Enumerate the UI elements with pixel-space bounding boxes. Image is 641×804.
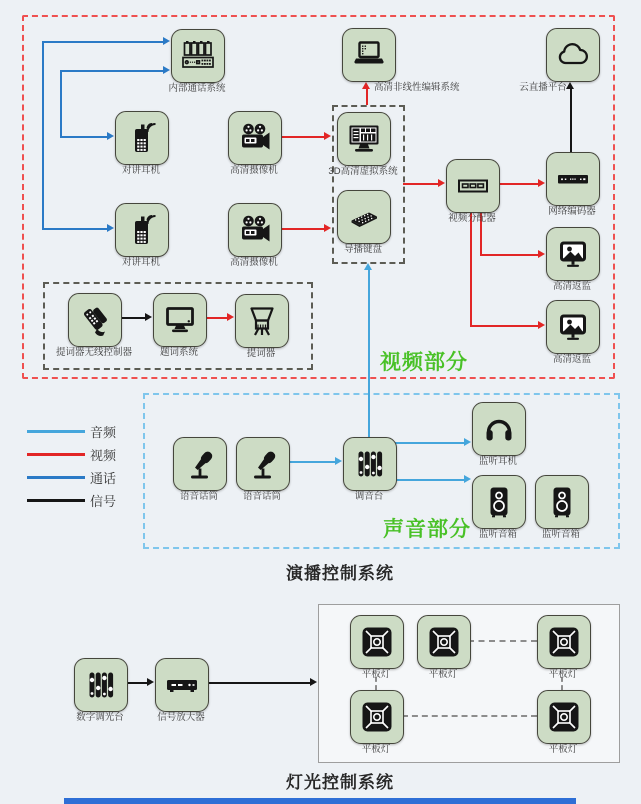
node-intercom-headset-2 <box>115 203 169 257</box>
node-label-voice-mic-2: 语音话筒 <box>242 491 281 502</box>
legend-line-swatch <box>27 430 85 433</box>
legend-line-swatch <box>27 476 85 479</box>
node-prompter-system <box>153 293 207 347</box>
edge-call-intercom-2 <box>60 70 163 72</box>
node-label-panel-light-4: 平板灯 <box>361 744 391 755</box>
node-teleprompter <box>235 294 289 348</box>
panel-light-icon <box>546 699 582 735</box>
node-label-signal-amplifier: 信号放大器 <box>157 712 205 723</box>
legend-label: 音频 <box>90 425 117 440</box>
node-label-virtual-3d-system: 3D高清虚拟系统 <box>328 166 398 177</box>
node-label-network-encoder: 网络编码器 <box>548 206 596 217</box>
edge-group-distributor <box>403 183 439 185</box>
node-label-voice-mic-1: 语音话筒 <box>179 491 218 502</box>
node-intercom-system <box>171 29 225 83</box>
walkie-icon <box>124 120 160 156</box>
node-panel-light-4 <box>350 690 404 744</box>
mic-icon <box>182 446 218 482</box>
node-label-panel-light-1: 平板灯 <box>361 669 391 680</box>
node-signal-amplifier <box>155 658 209 712</box>
teleprompter-icon <box>244 303 280 339</box>
node-monitor-speaker-2 <box>535 475 589 529</box>
node-label-hd-camera-2: 高清摄像机 <box>230 257 278 268</box>
edge-mixer-headphones <box>395 442 464 444</box>
node-label-director-keyboard: 导播键盘 <box>343 244 382 255</box>
image-monitor-icon <box>555 236 591 272</box>
node-hd-camera-1 <box>228 111 282 165</box>
edge-light4-light5 <box>402 715 537 717</box>
video-section-tag: 视频部分 <box>380 351 468 374</box>
legend-row-0 <box>27 420 116 443</box>
edge-mixer-speakers <box>395 479 464 481</box>
distributor-icon <box>455 168 491 204</box>
node-prompter-remote <box>68 293 122 347</box>
node-label-panel-light-2: 平板灯 <box>428 669 458 680</box>
legend-row-1 <box>27 443 116 466</box>
node-label-monitor-headphones: 监听耳机 <box>478 456 517 467</box>
legend-label: 视频 <box>90 448 117 463</box>
node-nle-system <box>342 28 396 82</box>
node-network-encoder <box>546 152 600 206</box>
edge-cam2-keyboard <box>280 228 325 230</box>
legend-row-2 <box>27 466 116 489</box>
node-monitor-speaker-1 <box>472 475 526 529</box>
node-virtual-3d-system <box>337 112 391 166</box>
film-camera-icon <box>237 120 273 156</box>
node-label-monitor-speaker-2: 监听音箱 <box>541 529 580 540</box>
node-voice-mic-1 <box>173 437 227 491</box>
laptop-icon <box>351 37 387 73</box>
node-label-intercom-headset-1: 对讲耳机 <box>121 165 160 176</box>
edge-distributor-drop-2 <box>470 209 472 327</box>
film-camera-icon <box>237 212 273 248</box>
node-label-panel-light-5: 平板灯 <box>548 744 578 755</box>
line-legend <box>27 420 116 512</box>
edge-light2-light3 <box>468 640 537 642</box>
walkie-icon <box>124 212 160 248</box>
edge-promptsys-prompter <box>205 317 227 319</box>
edge-vsys-nle <box>366 89 368 105</box>
node-label-hd-return-monitor-2: 高清返监 <box>552 354 591 365</box>
node-panel-light-3 <box>537 615 591 669</box>
edge-call-trunk-a <box>42 42 44 230</box>
node-label-hd-return-monitor-1: 高清返监 <box>552 281 591 292</box>
amplifier-icon <box>164 667 200 703</box>
node-intercom-headset-1 <box>115 111 169 165</box>
node-label-video-distributor: 视频分配器 <box>448 213 496 224</box>
edge-distributor-monitor-1 <box>480 254 538 256</box>
edge-encoder-cloud <box>570 89 572 152</box>
node-panel-light-2 <box>417 615 471 669</box>
edge-call-intercom-1 <box>42 41 163 43</box>
node-label-hd-camera-1: 高清摄像机 <box>230 165 278 176</box>
charger-icon <box>180 38 216 74</box>
node-monitor-headphones <box>472 402 526 456</box>
node-audio-mixer <box>343 437 397 491</box>
legend-label: 通话 <box>90 471 117 486</box>
studio-control-title: 演播控制系统 <box>286 564 394 583</box>
cloud-icon <box>555 37 591 73</box>
node-label-audio-mixer: 调音台 <box>354 491 384 502</box>
legend-row-3 <box>27 489 116 512</box>
encoder-icon <box>555 161 591 197</box>
bottom-blue-bar <box>64 798 576 804</box>
node-hd-camera-2 <box>228 203 282 257</box>
node-hd-return-monitor-2 <box>546 300 600 354</box>
lighting-control-title: 灯光控制系统 <box>286 773 394 792</box>
node-label-prompter-system: 题词系统 <box>159 347 198 358</box>
node-label-monitor-speaker-1: 监听音箱 <box>478 529 517 540</box>
fader-icon <box>83 667 119 703</box>
node-label-intercom-headset-2: 对讲耳机 <box>121 257 160 268</box>
fader-icon <box>352 446 388 482</box>
speaker-icon <box>544 484 580 520</box>
node-label-digital-dimmer: 数字调光台 <box>76 712 124 723</box>
panel-light-icon <box>426 624 462 660</box>
edge-mic-mixer <box>288 461 335 463</box>
headphones-icon <box>481 411 517 447</box>
node-label-prompter-remote: 提词器无线控制器 <box>55 347 132 358</box>
node-panel-light-1 <box>350 615 404 669</box>
edge-call-headset-2 <box>42 228 107 230</box>
node-director-keyboard <box>337 190 391 244</box>
node-digital-dimmer <box>74 658 128 712</box>
edge-cam1-vsys <box>280 136 325 138</box>
edge-call-headset-1 <box>60 136 107 138</box>
node-label-nle-system: 高清非线性编辑系统 <box>374 82 460 93</box>
legend-line-swatch <box>27 453 85 456</box>
keyboard-icon <box>346 199 382 235</box>
panel-light-icon <box>359 699 395 735</box>
node-panel-light-5 <box>537 690 591 744</box>
node-hd-return-monitor-1 <box>546 227 600 281</box>
edge-mixer-keyboard <box>368 270 370 437</box>
image-monitor-icon <box>555 309 591 345</box>
edge-amp-lights <box>207 682 310 684</box>
edge-distributor-monitor-2 <box>470 325 538 327</box>
node-video-distributor <box>446 159 500 213</box>
panel-light-icon <box>546 624 582 660</box>
edge-call-trunk-b <box>60 71 62 138</box>
node-label-teleprompter: 提词器 <box>246 348 276 359</box>
audio-section-tag: 声音部分 <box>383 518 471 541</box>
monitor-ui-icon <box>346 121 382 157</box>
edge-distributor-encoder <box>498 183 538 185</box>
legend-label: 信号 <box>90 494 117 509</box>
node-voice-mic-2 <box>236 437 290 491</box>
panel-light-icon <box>359 624 395 660</box>
speaker-icon <box>481 484 517 520</box>
node-label-intercom-system: 内部通话系统 <box>168 83 226 94</box>
mic-icon <box>245 446 281 482</box>
remote-icon <box>77 302 113 338</box>
node-label-cloud-live-platform: 云直播平台 <box>519 82 567 93</box>
node-cloud-live-platform <box>546 28 600 82</box>
monitor-icon <box>162 302 198 338</box>
legend-line-swatch <box>27 499 85 502</box>
node-label-panel-light-3: 平板灯 <box>548 669 578 680</box>
edge-remote-promptsys <box>122 317 145 319</box>
edge-dimmer-amp <box>126 682 147 684</box>
